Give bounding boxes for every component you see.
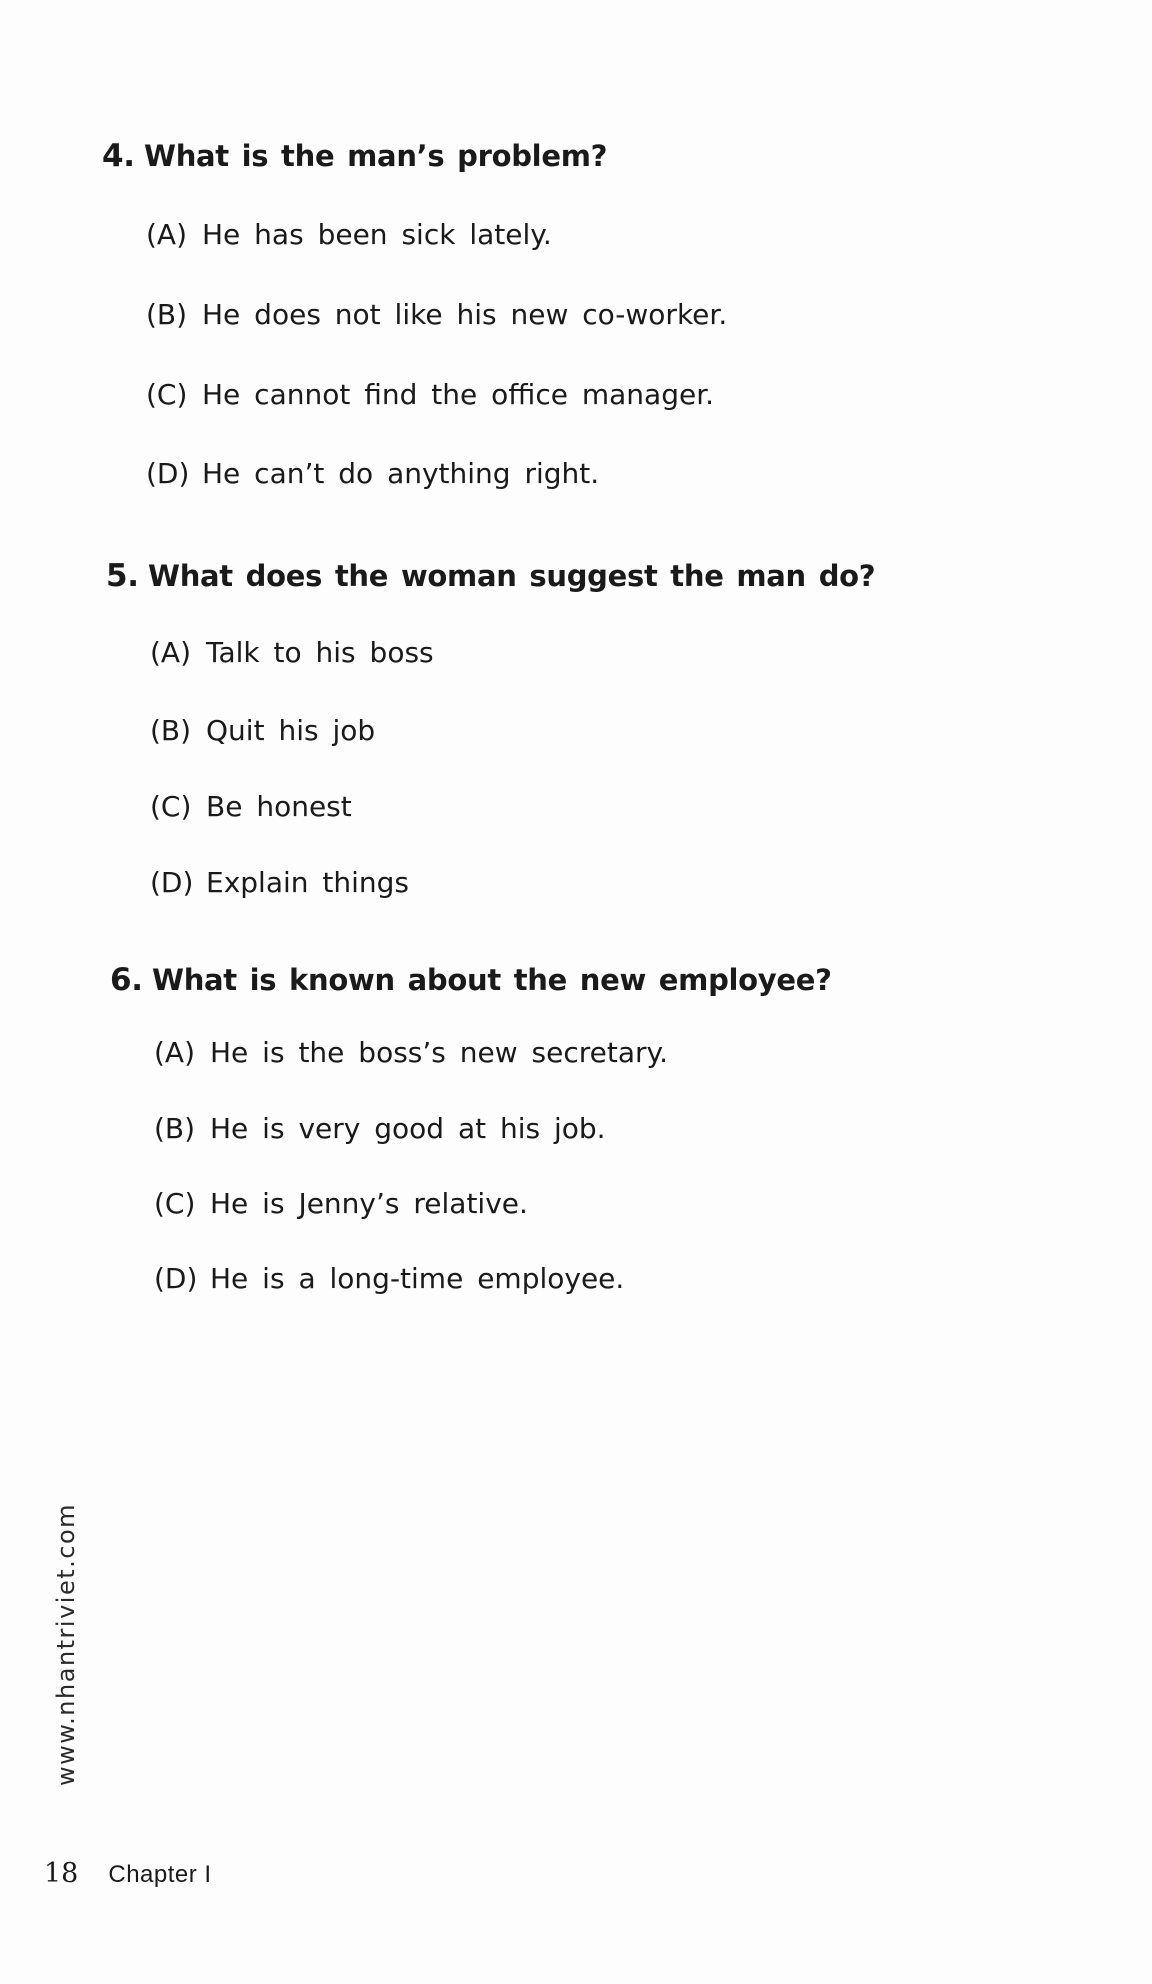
option-text: He does not like his new co-worker.: [202, 298, 728, 331]
option-letter: (D): [154, 1262, 198, 1295]
option-text: He can’t do anything right.: [202, 457, 600, 490]
option-letter: (B): [146, 298, 188, 331]
option-a: [154, 1036, 668, 1069]
option-letter: (D): [150, 866, 194, 899]
question-number: 5.: [106, 558, 139, 594]
question-title: [106, 558, 1006, 594]
option-text: Quit his job: [206, 714, 376, 747]
option-a: [150, 636, 434, 669]
option-b: [154, 1112, 606, 1145]
question-5: [106, 558, 1006, 899]
option-text: He has been sick lately.: [202, 218, 552, 251]
question-title: [110, 962, 1010, 998]
website-watermark: www.nhantriviet.com: [52, 1502, 80, 1786]
option-letter: (C): [154, 1187, 196, 1220]
question-text: What is known about the new employee?: [152, 963, 832, 997]
option-letter: (A): [150, 636, 192, 669]
option-letter: (A): [154, 1036, 196, 1069]
question-text: What is the man’s problem?: [144, 139, 608, 173]
option-text: Talk to his boss: [206, 636, 434, 669]
option-letter: (B): [150, 714, 192, 747]
page-footer: [44, 1858, 212, 1889]
option-b: [146, 298, 727, 331]
option-b: [150, 714, 375, 747]
option-c: [150, 790, 352, 823]
option-text: He is the boss’s new secretary.: [210, 1036, 669, 1069]
option-letter: (C): [146, 378, 188, 411]
option-text: He is a long-time employee.: [210, 1262, 625, 1295]
page-number: 18: [44, 1858, 79, 1889]
option-letter: (B): [154, 1112, 196, 1145]
chapter-label: Chapter I: [108, 1861, 212, 1888]
option-text: He cannot find the office manager.: [202, 378, 715, 411]
option-letter: (D): [146, 457, 190, 490]
question-4: [102, 138, 1002, 490]
option-text: Explain things: [206, 866, 410, 899]
option-text: Be honest: [206, 790, 352, 823]
option-c: [154, 1187, 528, 1220]
option-d: [150, 866, 409, 899]
option-text: He is very good at his job.: [210, 1112, 606, 1145]
option-text: He is Jenny’s relative.: [210, 1187, 528, 1220]
option-d: [146, 457, 599, 490]
option-a: [146, 218, 552, 251]
question-title: [102, 138, 1002, 174]
option-letter: (C): [150, 790, 192, 823]
option-d: [154, 1262, 624, 1295]
question-number: 6.: [110, 962, 143, 998]
question-text: What does the woman suggest the man do?: [148, 559, 876, 593]
option-c: [146, 378, 714, 411]
question-6: [110, 962, 1010, 1295]
question-number: 4.: [102, 138, 135, 174]
option-letter: (A): [146, 218, 188, 251]
